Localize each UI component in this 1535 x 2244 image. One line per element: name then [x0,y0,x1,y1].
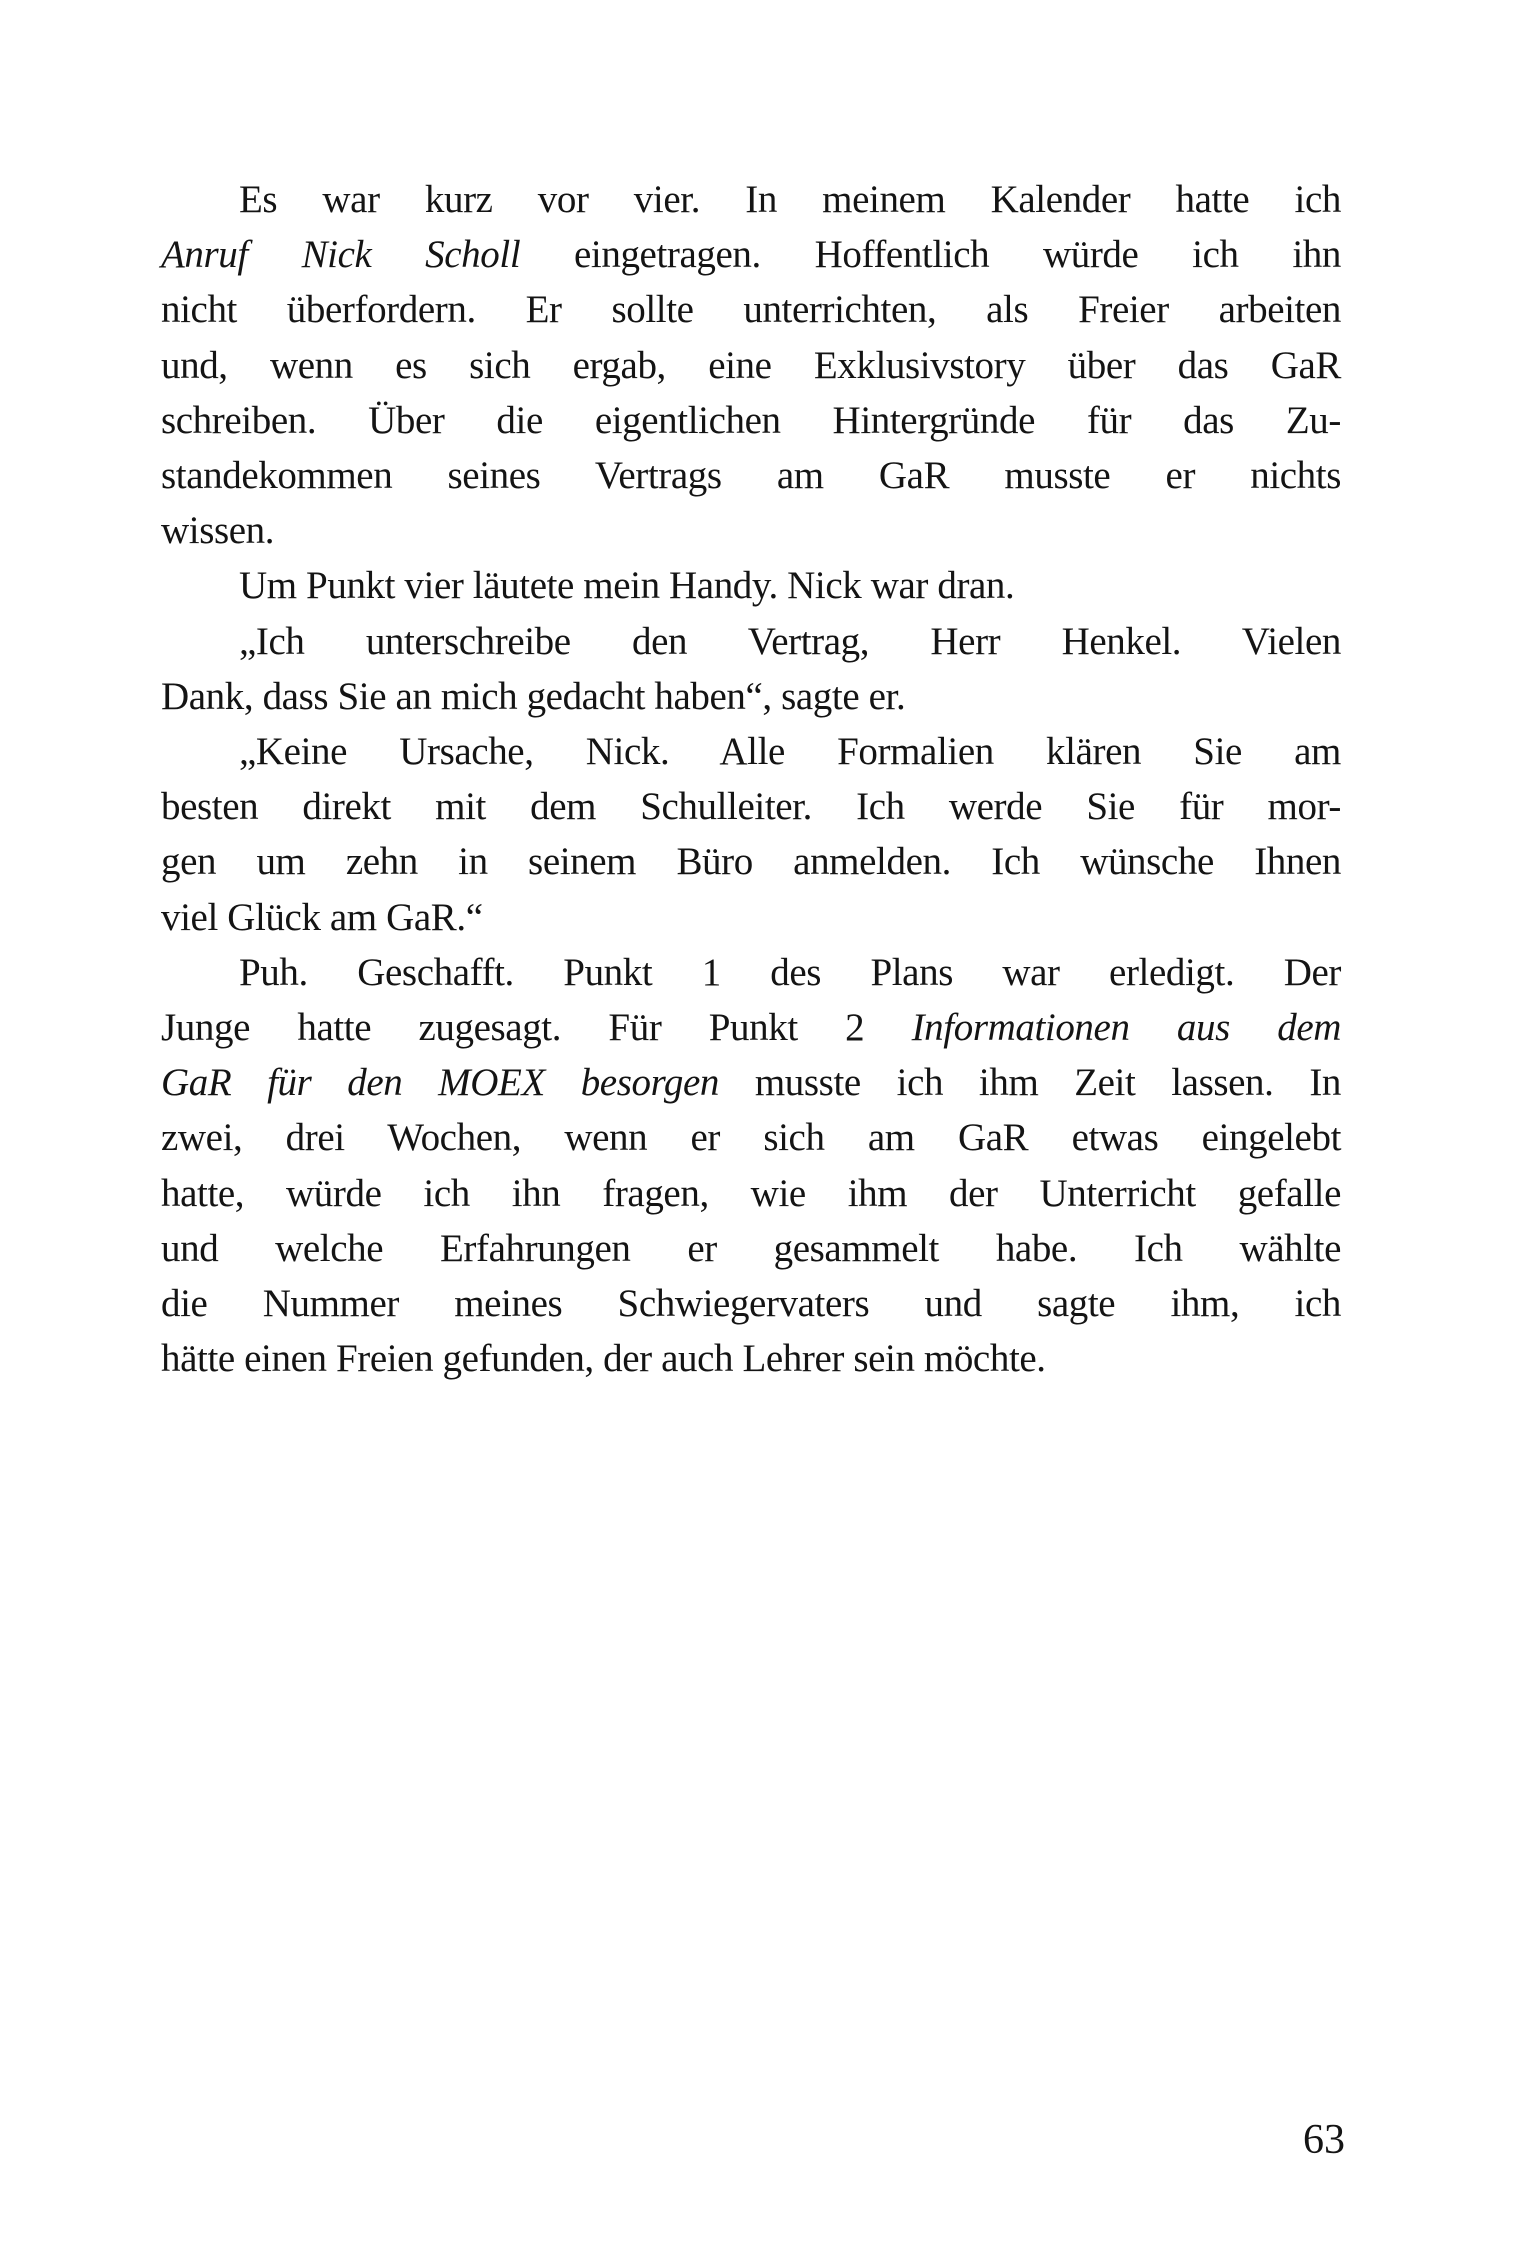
text-line [161,614,1341,669]
text-segment: viel Glück am GaR.“ [161,895,483,939]
text-segment: gen um zehn in seinem Büro anmelden. Ich wünsche Ihnen [161,840,1341,884]
text-segment: zwei, drei Wochen, wenn er sich am GaR etwas eingelebt [161,1116,1341,1160]
text-line [161,669,1341,724]
text-segment-italic: Anruf Nick Scholl [161,233,521,277]
text-segment: hatte, würde ich ihn fragen, wie ihm der Unterricht gefalle [161,1171,1341,1215]
text-segment-italic: GaR für den MOEX besorgen [161,1061,720,1105]
text-segment: „Ich unterschreibe den Vertrag, Herr Henkel. Vielen [239,619,1341,663]
text-segment: eingetragen. Hoffentlich würde ich ihn [520,233,1341,277]
text-segment: Es war kurz vor vier. In meinem Kalender hatte ich [239,178,1341,221]
text-line [161,834,1341,889]
text-line [161,558,1341,613]
text-line [161,1055,1341,1110]
text-segment: besten direkt mit dem Schulleiter. Ich werde Sie für mor- [161,785,1341,829]
text-line [161,945,1341,1000]
text-segment: musste ich ihm Zeit lassen. In [719,1061,1341,1105]
text-line [161,1276,1341,1331]
text-segment-italic: Informationen aus dem [911,1006,1341,1050]
text-line [161,448,1341,503]
text-segment: und, wenn es sich ergab, eine Exklusivstory über das GaR [161,343,1341,387]
text-segment: Um Punkt vier läutete mein Handy. Nick war dran. [239,564,1015,608]
text-line [161,1221,1341,1276]
text-line [161,227,1341,282]
text-line [161,779,1341,834]
text-line [161,282,1341,337]
text-segment: standekommen seines Vertrags am GaR musste er nichts [161,454,1341,498]
text-segment: die Nummer meines Schwiegervaters und sagte ihm, ich [161,1282,1341,1326]
text-segment: hätte einen Freien gefunden, der auch Lehrer sein möchte. [161,1337,1046,1381]
text-segment: nicht überfordern. Er sollte unterrichten, als Freier arbeiten [161,288,1341,332]
text-segment: schreiben. Über die eigentlichen Hintergründe für das Zu- [161,398,1341,442]
text-line [161,890,1341,945]
text-segment: Puh. Geschafft. Punkt 1 des Plans war erledigt. Der [239,950,1341,994]
text-line [161,338,1341,393]
text-line [161,1166,1341,1221]
text-segment: Dank, dass Sie an mich gedacht haben“, sagte er. [161,674,906,718]
text-segment: wissen. [161,509,275,553]
page-number: 63 [1303,2117,1345,2163]
text-segment: „Keine Ursache, Nick. Alle Formalien klären Sie am [239,730,1341,774]
text-line [161,172,1341,227]
text-line [161,1000,1341,1055]
text-segment: und welche Erfahrungen er gesammelt habe. Ich wählte [161,1226,1341,1270]
text-line [161,724,1341,779]
page-text [161,172,1341,1386]
text-segment: Junge hatte zugesagt. Für Punkt 2 [161,1006,912,1050]
text-line [161,503,1341,558]
text-line [161,1110,1341,1165]
text-line [161,1331,1341,1386]
text-line [161,393,1341,448]
